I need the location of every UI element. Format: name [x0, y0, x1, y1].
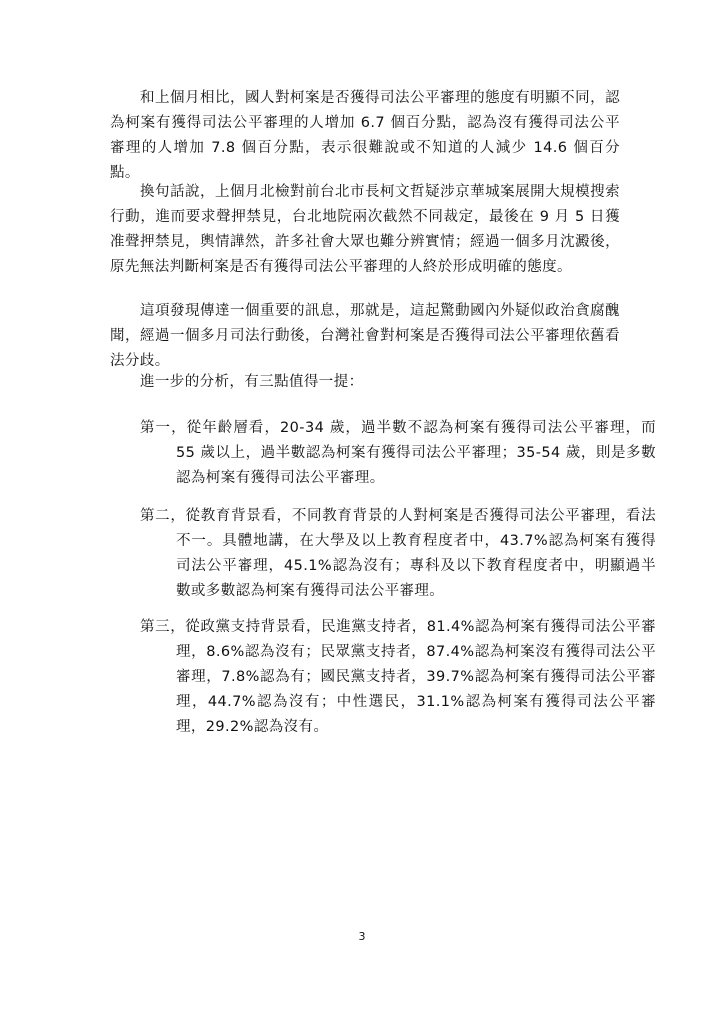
paragraph-analysis-intro: 進一步的分析，有三點值得一提：: [140, 374, 364, 390]
paragraph-context: 換句話說，上個月北檢對前台北市長柯文哲疑涉京華城案展開大規模搜索行動，進而要求聲押禁見，台北地院兩次截然不同裁定，最後在 9 月 5 日獲准聲押禁見，輿情譁然，許多社會大眾也難分辨實情；經過一個多月沈澱後，原先無法判斷柯案是否有獲得司法公平審理的人終於形成明確的態度。: [110, 184, 620, 275]
analysis-point-age: 第一，從年齡層看，20-34 歲，過半數不認為柯案有獲得司法公平審理，而 55 歲以上，過半數認為柯案有獲得司法公平審理；35-54 歲，則是多數認為柯案有獲得司法公平審理。: [140, 420, 656, 486]
paragraph-comparison: 和上個月相比，國人對柯案是否獲得司法公平審理的態度有明顯不同，認為柯案有獲得司法公平審理的人增加 6.7 個百分點，認為沒有獲得司法公平審理的人增加 7.8 個百分點，表示很難說或不知道的人減少 14.6 個百分點。: [110, 90, 620, 181]
analysis-point-party: 第三，從政黨支持背景看，民進黨支持者，81.4%認為柯案有獲得司法公平審理，8.6%認為沒有；民眾黨支持者，87.4%認為柯案沒有獲得司法公平審理，7.8%認為有；國民黨支持者，39.7%認為柯案有獲得司法公平審理，44.7%認為沒有；中性選民，31.1%認為柯案有獲得司法公平審理，29.2%認為沒有。: [140, 619, 656, 735]
page-number: 3: [358, 930, 366, 943]
analysis-point-education: 第二，從教育背景看，不同教育背景的人對柯案是否獲得司法公平審理，看法不一。具體地講，在大學及以上教育程度者中，43.7%認為柯案有獲得司法公平審理，45.1%認為沒有；專科及以下教育程度者中，明顯過半數或多數認為柯案有獲得司法公平審理。: [140, 508, 656, 599]
paragraph-message: 這項發現傳達一個重要的訊息，那就是，這起驚動國內外疑似政治貪腐醜聞，經過一個多月司法行動後，台灣社會對柯案是否獲得司法公平審理依舊看法分歧。: [110, 303, 620, 369]
